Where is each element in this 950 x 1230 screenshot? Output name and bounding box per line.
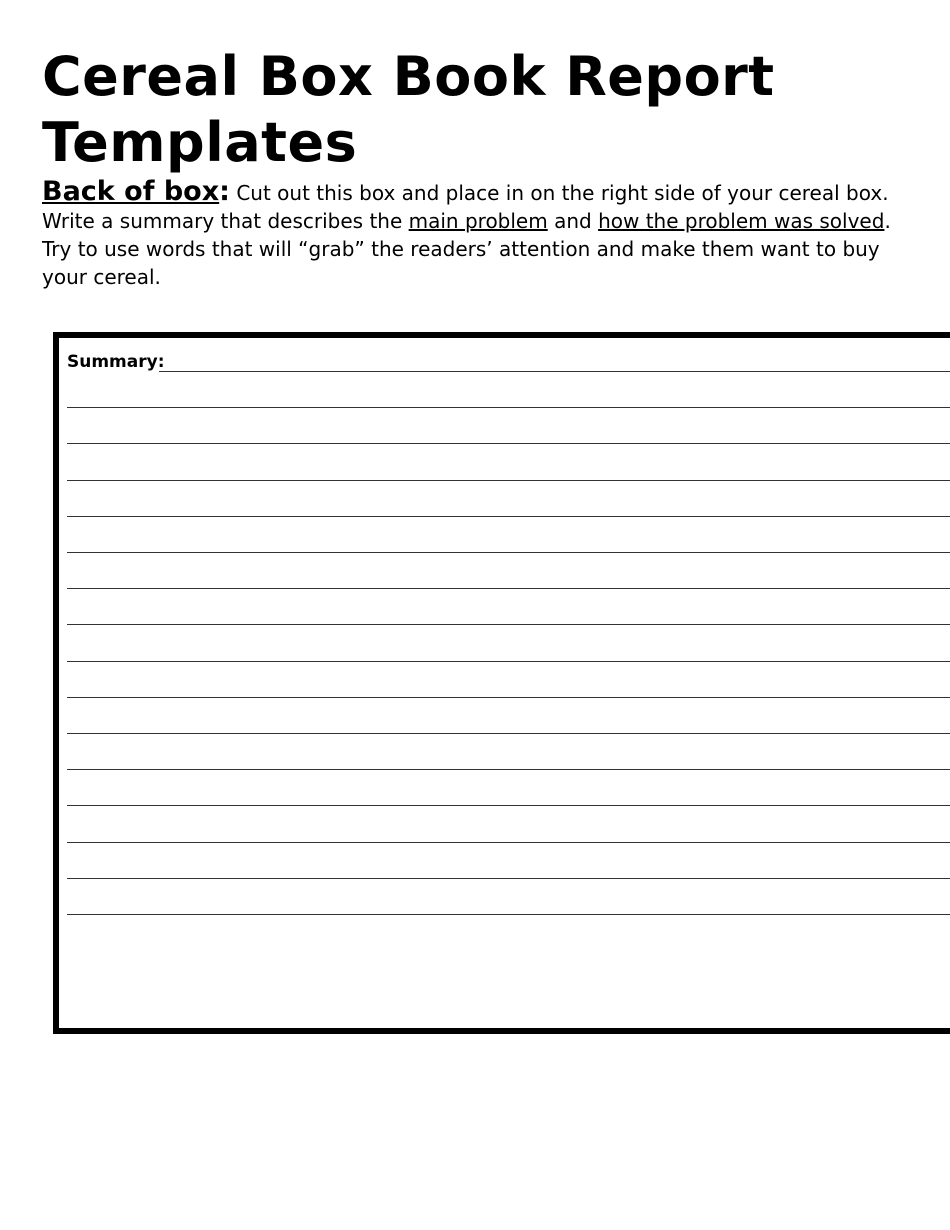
summary-label: Summary:: [67, 352, 165, 372]
cut-out-instruction: Cut out this box and place in on the right side of your cereal box.: [236, 181, 889, 205]
writing-line: [67, 588, 950, 589]
writing-line: [67, 552, 950, 553]
section-heading: Back of box:: [42, 176, 230, 207]
writing-line: [67, 443, 950, 444]
how-solved-emphasis: how the problem was solved: [598, 209, 885, 233]
writing-line: [67, 769, 950, 770]
writing-line: [67, 842, 950, 843]
summary-box: [53, 332, 950, 1034]
writing-line: [67, 407, 950, 408]
writing-line: [67, 516, 950, 517]
writing-line: [67, 661, 950, 662]
writing-line: [67, 878, 950, 879]
summary-instruction-pre: Write a summary that describes the: [42, 209, 409, 233]
writing-line: [67, 805, 950, 806]
writing-line: [159, 371, 950, 372]
page-title: Cereal Box Book Report Templates: [42, 45, 775, 174]
summary-instruction-and: and: [547, 209, 599, 233]
back-of-box-instructions: [42, 178, 922, 291]
writing-line: [67, 914, 950, 915]
summary-instruction-post: . Try to use words that will “grab” the readers’ attention and make them want to buy your cereal.: [42, 209, 891, 289]
writing-line: [67, 733, 950, 734]
writing-line: [67, 697, 950, 698]
writing-line: [67, 480, 950, 481]
writing-line: [67, 624, 950, 625]
main-problem-emphasis: main problem: [408, 209, 548, 233]
